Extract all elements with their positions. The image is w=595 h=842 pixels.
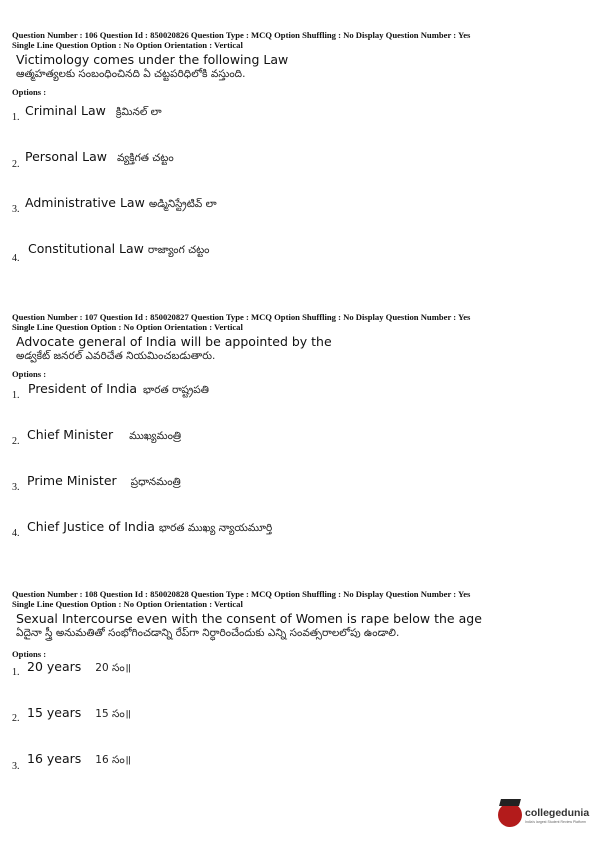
option-number: 1. xyxy=(12,390,20,401)
options-label: Options : xyxy=(12,369,47,379)
question-meta-line1: Question Number : 107 Question Id : 850020827 Question Type : MCQ Option Shuffling : No Display Question Number : Yes xyxy=(12,312,471,322)
option-text-telugu: క్రిమినల్ లా xyxy=(115,106,162,118)
option-item[interactable] xyxy=(12,381,572,427)
option-item[interactable] xyxy=(12,241,572,287)
option-text-english: Personal Law xyxy=(25,149,107,164)
logo-wordmark: collegedunia xyxy=(525,807,590,819)
option-text-telugu: భారత ముఖ్య న్యాయమూర్తి xyxy=(158,522,273,534)
option-text-telugu: 16 సం॥ xyxy=(95,754,131,766)
option-text-english: 20 years xyxy=(27,659,82,674)
question-block-107 xyxy=(12,312,572,565)
option-number: 3. xyxy=(12,204,20,215)
option-item[interactable] xyxy=(12,519,572,565)
option-item[interactable] xyxy=(12,103,572,149)
option-number: 3. xyxy=(12,761,20,772)
option-text-english: President of India xyxy=(28,381,137,396)
option-text-telugu: ముఖ్యమంత్రి xyxy=(129,430,182,442)
question-stem-english: Victimology comes under the following Law xyxy=(16,52,289,67)
option-item[interactable] xyxy=(12,751,572,797)
option-number: 2. xyxy=(12,436,20,447)
option-text-telugu: ప్రధానమంత్రి xyxy=(130,476,181,488)
option-text-english: Chief Minister xyxy=(27,427,114,442)
option-number: 3. xyxy=(12,482,20,493)
option-item[interactable] xyxy=(12,427,572,473)
option-text-english: Administrative Law xyxy=(25,195,145,210)
question-meta-line2: Single Line Question Option : No Option Orientation : Vertical xyxy=(12,40,243,50)
options-label: Options : xyxy=(12,87,47,97)
question-meta-line1: Question Number : 108 Question Id : 850020828 Question Type : MCQ Option Shuffling : No Display Question Number : Yes xyxy=(12,589,471,599)
graduation-cap-icon xyxy=(499,799,521,806)
option-text-english: Constitutional Law xyxy=(28,241,144,256)
option-number: 2. xyxy=(12,713,20,724)
option-text-telugu: భారత రాష్ట్రపతి xyxy=(142,384,209,396)
option-number: 1. xyxy=(12,667,20,678)
options-label: Options : xyxy=(12,649,47,659)
option-text-telugu: 20 సం॥ xyxy=(95,662,131,674)
option-text-telugu: 15 సం॥ xyxy=(95,708,131,720)
option-text-english: 16 years xyxy=(27,751,82,766)
option-item[interactable] xyxy=(12,705,572,751)
option-number: 4. xyxy=(12,528,20,539)
question-meta-line2: Single Line Question Option : No Option Orientation : Vertical xyxy=(12,322,243,332)
question-block-108 xyxy=(12,589,572,797)
collegedunia-logo xyxy=(498,803,590,831)
question-stem-english: Advocate general of India will be appointed by the xyxy=(16,334,332,349)
option-text-english: Chief Justice of India xyxy=(27,519,155,534)
logo-tagline: India's largest Student Review Platform xyxy=(525,820,586,824)
option-item[interactable] xyxy=(12,149,572,195)
option-text-telugu: రాజ్యాంగ చట్టం xyxy=(147,244,210,256)
option-number: 1. xyxy=(12,112,20,123)
question-stem-english: Sexual Intercourse even with the consent of Women is rape below the age xyxy=(16,611,482,626)
option-number: 2. xyxy=(12,159,20,170)
question-stem-telugu: ఆత్మహత్యలకు సంబంధించినది ఏ చట్టపరిధిలోకి వస్తుంది. xyxy=(16,68,246,80)
option-text-english: Criminal Law xyxy=(25,103,106,118)
question-meta-line2: Single Line Question Option : No Option Orientation : Vertical xyxy=(12,599,243,609)
option-text-telugu: వ్యక్తిగత చట్టం xyxy=(116,152,174,164)
option-number: 4. xyxy=(12,253,20,264)
question-meta-line1: Question Number : 106 Question Id : 850020826 Question Type : MCQ Option Shuffling : No Display Question Number : Yes xyxy=(12,30,471,40)
question-stem-telugu: అడ్వకేట్ జనరల్ ఎవరిచేత నియమించబడుతారు. xyxy=(16,350,216,362)
option-item[interactable] xyxy=(12,473,572,519)
option-item[interactable] xyxy=(12,659,572,705)
option-text-telugu: అడ్మినిస్ట్రేటివ్ లా xyxy=(148,198,217,210)
question-stem-telugu: ఏదైనా స్త్రీ అనుమతితో సంభోగించడాన్ని రేప్‌గా నిర్ధారించేందుకు ఎన్ని సంవత్సరాలలోపు ఉండాలి. xyxy=(16,627,400,639)
option-item[interactable] xyxy=(12,195,572,241)
mascot-icon xyxy=(498,803,522,827)
option-text-english: Prime Minister xyxy=(27,473,117,488)
option-text-english: 15 years xyxy=(27,705,82,720)
question-block-106 xyxy=(12,30,572,287)
